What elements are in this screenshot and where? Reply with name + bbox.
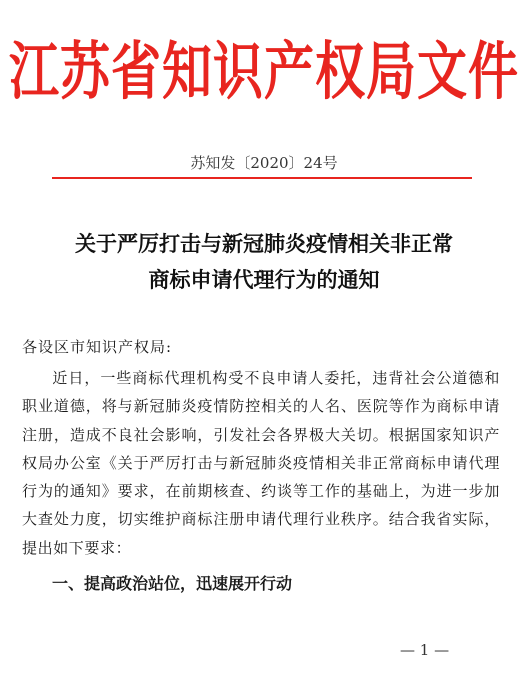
red-divider [52, 177, 472, 179]
document-number: 苏知发〔2020〕24号 [190, 154, 338, 172]
addressee: 各设区市知识产权局: [22, 338, 173, 356]
section-heading-1: 一、提高政治站位，迅速展开行动 [52, 574, 293, 593]
masthead-title: 江苏省知识产权局文件 [9, 35, 519, 108]
notice-title-line2: 商标申请代理行为的通知 [148, 268, 380, 292]
body-paragraph [22, 364, 500, 562]
page-number: — 1 — [400, 641, 450, 659]
body-paragraph-text: 近日，一些商标代理机构受不良申请人委托，违背社会公道德和职业道德，将与新冠肺炎疫情防控相关的人名、医院等作为商标申请注册，造成不良社会影响，引发社会各界极大关切。根据国家知识产权局办公室《关于严厉打击与新冠肺炎疫情相关非正常商标申请代理行为的通知》要求，在前期核查、约谈等工作的基础上，为进一步加大查处力度，切实维护商标注册申请代理行业秩序。结合我省实际，提出如下要求： [22, 369, 500, 557]
notice-title-line1: 关于严厉打击与新冠肺炎疫情相关非正常 [75, 232, 453, 256]
notice-title [20, 226, 508, 298]
